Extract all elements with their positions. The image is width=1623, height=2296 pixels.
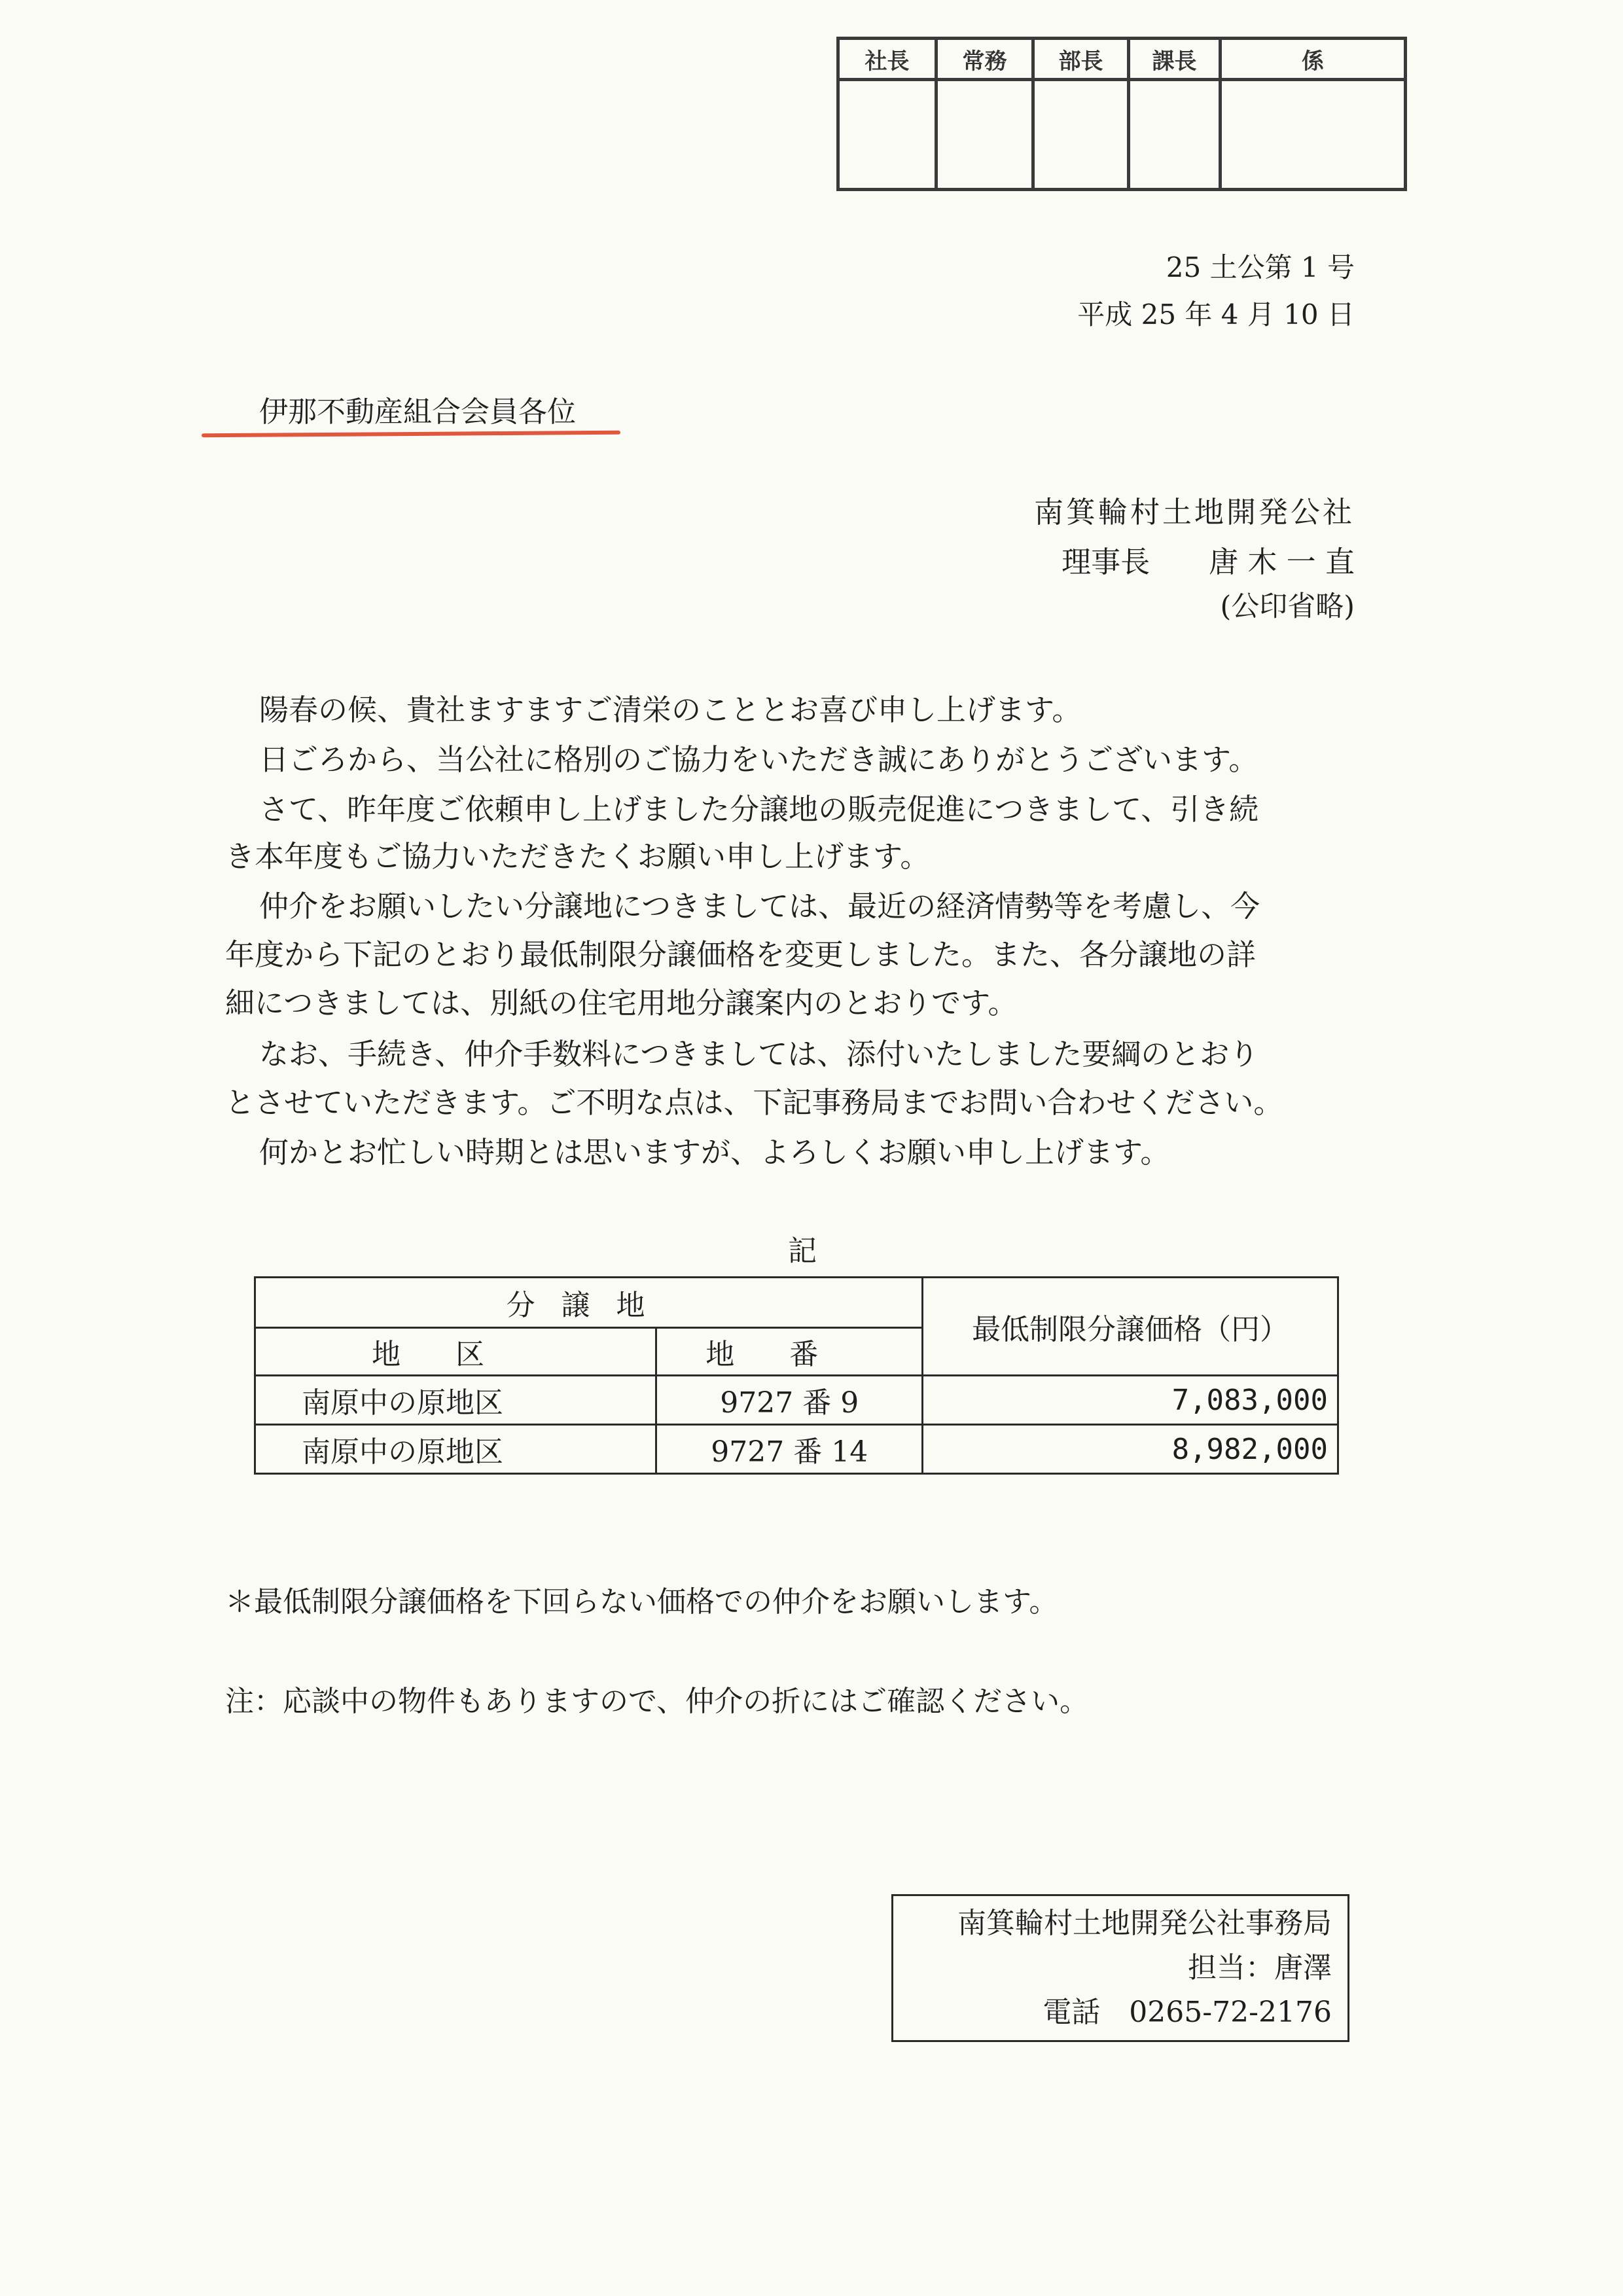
district-header-label: 地区 <box>372 1338 540 1371</box>
stamp-seal-cell <box>938 81 1035 188</box>
table-header-lot <box>656 1328 923 1376</box>
stamp-seal-cell <box>1222 81 1404 188</box>
document-date: 平成 25 年 4 月 10 日 <box>1077 298 1355 331</box>
sender-title-name: 理事長 唐 木 一 直 <box>1061 545 1355 579</box>
stamp-seal-cell <box>840 81 938 188</box>
body-line: き本年度もご協力いただきたくお願い申し上げます。 <box>225 839 930 874</box>
body-line: 年度から下記のとおり最低制限分譲価格を変更しました。また、各分譲地の詳 <box>225 937 1257 972</box>
note-asterisk: ＊最低制限分譲価格を下回らない価格での仲介をお願いします。 <box>225 1585 1058 1619</box>
stamp-seal-row <box>840 81 1404 188</box>
cell-lot: 9727 番 9 <box>656 1376 923 1425</box>
cell-district: 南原中の原地区 <box>255 1425 656 1474</box>
contact-person: 担当：唐澤 <box>1188 1951 1332 1985</box>
group-header-label: 分譲地 <box>506 1289 671 1322</box>
contact-phone: 電話 0265-72-2176 <box>1043 1996 1332 2030</box>
approval-stamp-box <box>836 37 1407 191</box>
contact-box <box>891 1894 1349 2042</box>
table-header-price: 最低制限分譲価格（円） <box>923 1278 1338 1376</box>
cell-price: 7,083,000 <box>923 1376 1338 1425</box>
cell-price: 8,982,000 <box>923 1425 1338 1474</box>
stamp-header-staff: 係 <box>1302 48 1324 75</box>
ki-heading: 記 <box>788 1234 817 1268</box>
body-line: とさせていただきます。ご不明な点は、下記事務局までお問い合わせください。 <box>225 1085 1283 1120</box>
contact-office: 南箕輪村土地開発公社事務局 <box>957 1907 1332 1940</box>
table-row <box>255 1376 1338 1425</box>
cell-district: 南原中の原地区 <box>255 1376 656 1425</box>
body-line: なお、手続き、仲介手数料につきましては、添付いたしました要綱のとおり <box>259 1037 1259 1071</box>
stamp-header-president: 社長 <box>840 40 938 78</box>
body-line: 何かとお忙しい時期とは思いますが、よろしくお願い申し上げます。 <box>259 1135 1170 1170</box>
lot-header-label: 地番 <box>705 1338 874 1371</box>
table-row <box>255 1425 1338 1474</box>
table-header-district <box>255 1328 656 1376</box>
table-header-row <box>255 1278 1338 1328</box>
cell-lot: 9727 番 14 <box>656 1425 923 1474</box>
recipient: 伊那不動産組合会員各位 <box>259 395 576 429</box>
body-line: 日ごろから、当公社に格別のご協力をいただき誠にありがとうございます。 <box>259 742 1258 777</box>
body-line: 仲介をお願いしたい分譲地につきましては、最近の経済情勢等を考慮し、今 <box>259 889 1260 924</box>
stamp-seal-cell <box>1035 81 1130 188</box>
recipient-underline <box>202 431 620 437</box>
body-line: 陽春の候、貴社ますますご清栄のこととお喜び申し上げます。 <box>259 692 1082 727</box>
document-number: 25 土公第 1 号 <box>1166 251 1355 283</box>
sender-organization: 南箕輪村土地開発公社 <box>1033 495 1355 529</box>
body-line: さて、昨年度ご依頼申し上げました分譲地の販売促進につきまして、引き続 <box>259 792 1259 827</box>
body-line: 細につきましては、別紙の住宅用地分譲案内のとおりです。 <box>225 986 1018 1020</box>
stamp-header-department-head: 部長 <box>1035 40 1130 78</box>
note-caution: 注：応談中の物件もありますので、仲介の折にはご確認ください。 <box>225 1685 1089 1718</box>
stamp-header-managing-director: 常務 <box>938 40 1035 78</box>
stamp-header-section-chief: 課長 <box>1130 40 1222 78</box>
stamp-header-row <box>840 40 1404 81</box>
stamp-seal-cell <box>1130 81 1222 188</box>
table-header-group <box>255 1278 923 1328</box>
seal-omitted-note: (公印省略) <box>1220 590 1355 623</box>
lot-price-table <box>254 1276 1339 1475</box>
